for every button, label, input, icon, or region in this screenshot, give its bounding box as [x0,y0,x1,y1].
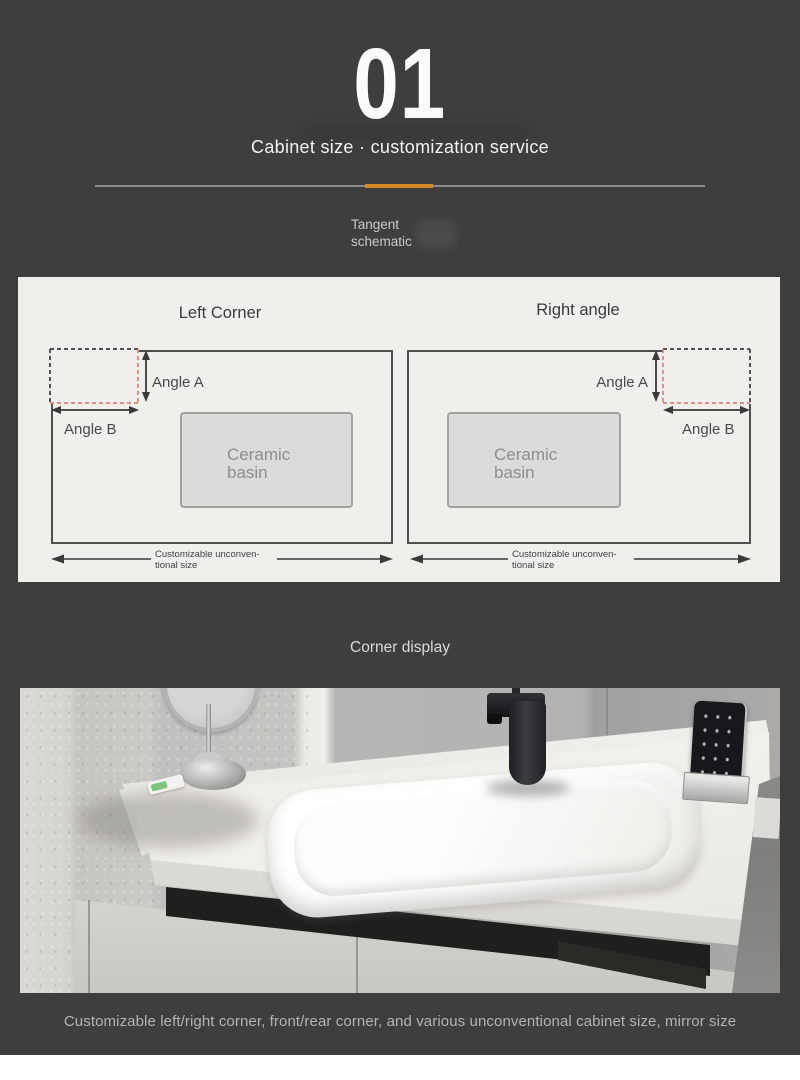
vanity-photo [20,688,780,993]
left-angle-b-arrow [51,406,139,414]
shelf-bracket [753,797,780,839]
left-basin-label-line1: Ceramic [227,445,291,464]
right-angle-b-label: Angle B [682,421,735,438]
watermark-smudge [416,220,456,248]
corner-schematics-svg [18,277,780,582]
left-cut-corner-dashed-red [50,349,138,403]
schematic-panel [18,277,780,582]
phone-holder [682,772,750,805]
footer-caption: Customizable left/right corner, front/rear corner, and various unconventional cabinet size, mirror size [63,1013,737,1030]
section-title: Cabinet size · customization service [251,137,549,157]
tangent-label-line2: schematic [351,234,412,249]
left-angle-a-label: Angle A [152,374,204,391]
left-size-caption-line1: Customizable unconven- [155,549,260,560]
left-angle-b-label: Angle B [64,421,117,438]
section-number-text: 01 [353,28,447,140]
right-angle-b-arrow [663,406,750,414]
right-size-caption-line1: Customizable unconven- [512,549,617,560]
left-corner-diagram [50,304,393,571]
faucet-body [509,701,546,785]
right-angle-a-label: Angle A [596,374,648,391]
right-cut-corner-dashed-red [663,349,750,403]
right-cut-corner-dashed-black [663,349,750,403]
divider-line [95,185,705,187]
right-diagram-title: Right angle [536,301,620,319]
right-basin-label-line1: Ceramic [494,445,558,464]
left-diagram-title: Left Corner [178,304,262,322]
left-basin-label-line2: basin [227,463,268,482]
section-number [0,28,800,140]
corner-display-label: Corner display [350,639,450,656]
left-cut-corner-dashed-black [50,349,138,403]
countertop-shadow [78,792,258,848]
divider-accent [365,184,433,188]
tangent-schematic-label [351,216,412,250]
right-size-caption-line2: tional size [512,560,555,571]
sink-basin-recess [291,777,675,899]
cabinet-seam [88,900,90,993]
right-basin-label-line2: basin [494,463,535,482]
right-angle-a-arrow [652,350,660,402]
right-angle-diagram [408,301,751,571]
faucet-nozzle [487,714,502,724]
tangent-label-line1: Tangent [351,217,400,232]
left-size-caption-line2: tional size [155,560,198,571]
left-angle-a-arrow [142,350,150,402]
mirror-stand-base [180,758,246,790]
